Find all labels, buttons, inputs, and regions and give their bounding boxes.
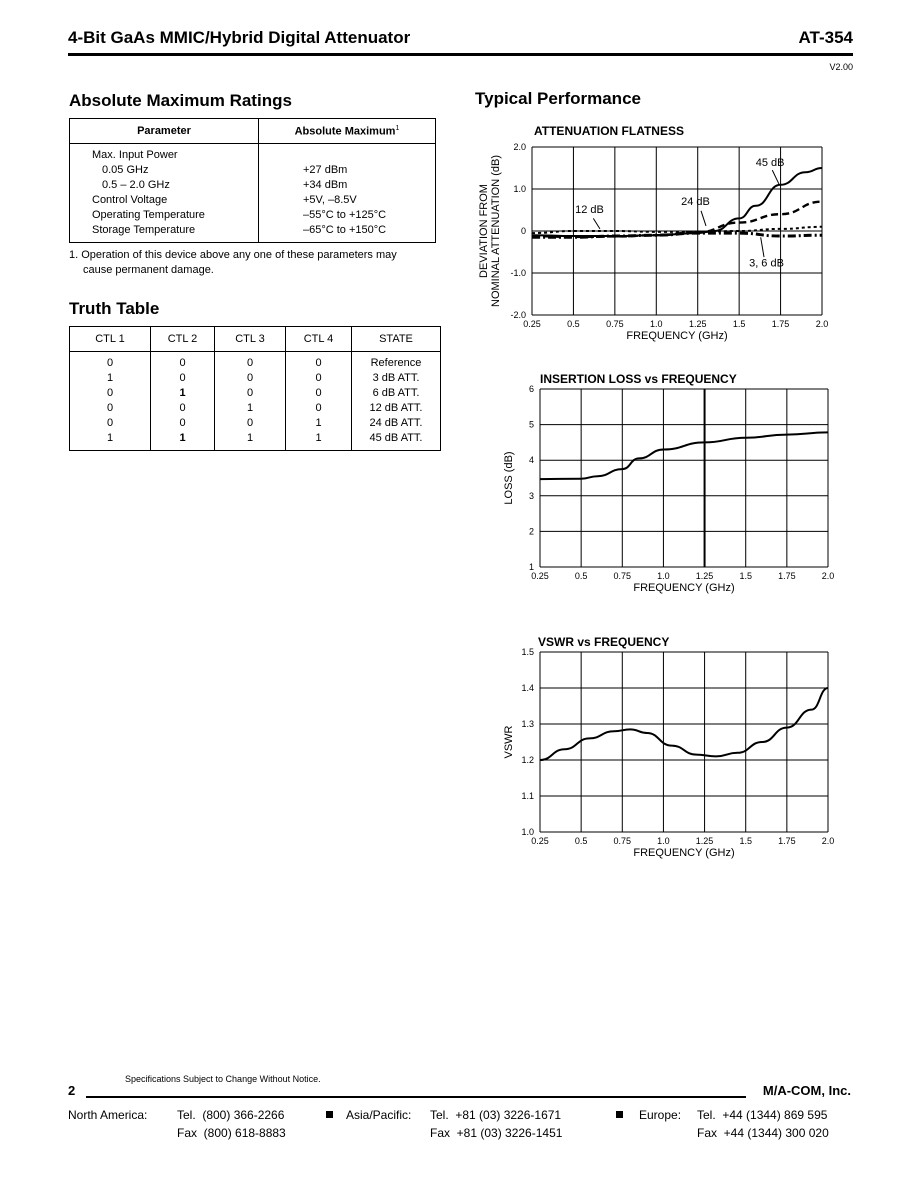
amr-value [303,148,435,163]
header-rule [68,53,853,56]
truth-col-state: STATE [352,327,441,352]
y-tick-label: -1.0 [510,268,526,278]
truth-cell: Reference [370,357,422,369]
y-axis-label: VSWR [503,725,515,759]
perf-heading: Typical Performance [475,89,641,108]
amr-value: +5V, –8.5V [303,194,357,206]
annotation-arrow [701,211,706,226]
truth-state-cell [352,352,441,451]
amr-param-cell [70,144,259,243]
chart-annotation: 45 dB [755,156,785,169]
truth-table [69,326,441,451]
truth-cell: 45 dB ATT. [369,432,423,444]
x-tick-label: 1.0 [657,836,670,846]
na-fax: Fax (800) 618-8883 [177,1126,286,1140]
y-tick-label: -2.0 [510,310,526,320]
x-tick-label: 0.75 [613,836,632,846]
truth-cell: 0 [106,357,114,369]
y-tick-label: 1.3 [521,719,534,729]
amr-footnote [69,248,397,278]
amr-table [69,118,436,243]
series-line [540,432,828,479]
amr-footnote-line: cause permanent damage. [83,264,214,276]
truth-ctl1-cell [70,352,151,451]
eu-fax: Fax +44 (1344) 300 020 [697,1126,829,1140]
y-tick-label: 3 [528,490,534,501]
version-label: V2.00 [829,62,853,72]
x-tick-label: 0.75 [606,319,624,329]
y-tick-label: 5 [528,419,534,430]
truth-cell: 0 [315,387,322,399]
x-tick-label: 0.25 [531,836,549,846]
truth-cell: 0 [179,357,186,369]
eu-label: Europe: [639,1108,682,1122]
x-tick-label: 1.0 [657,571,670,581]
ap-tel: Tel. +81 (03) 3226-1671 [430,1108,562,1122]
amr-value-cell [259,144,436,243]
ap-fax: Fax +81 (03) 3226-1451 [430,1126,563,1140]
amr-value: +34 dBm [303,179,348,191]
truth-cell: 3 dB ATT. [372,372,420,384]
annotation-arrow [761,237,764,257]
truth-cell: 0 [246,417,254,429]
na-tel: Tel. (800) 366-2266 [177,1108,285,1122]
truth-heading: Truth Table [69,299,160,318]
chart-attenuation-flatness [460,115,860,360]
x-axis-label: FREQUENCY (GHz) [626,330,728,342]
bullet-icon [616,1111,623,1118]
x-tick-label: 1.0 [650,319,663,329]
series-line [532,168,822,236]
truth-cell: 1 [106,372,114,384]
chart-title: VSWR vs FREQUENCY [538,635,670,649]
chart-vswr [460,628,860,868]
x-tick-label: 0.5 [574,836,588,846]
amr-col-param: Parameter [70,119,259,144]
y-tick-label: 2.0 [513,142,526,152]
amr-footnote-line: 1. Operation of this device above any one of these parameters may [69,249,397,261]
eu-contacts [697,1106,829,1142]
x-axis-label: FREQUENCY (GHz) [633,582,735,594]
bullet-icon [326,1111,333,1118]
x-tick-label: 1.25 [688,319,707,329]
y-axis-label: DEVIATION FROM [478,184,490,278]
ap-label: Asia/Pacific: [346,1108,412,1122]
truth-col-ctl2: CTL 2 [151,327,215,352]
na-label: North America: [68,1108,148,1122]
truth-cell: 24 dB ATT. [369,417,423,429]
truth-cell: 1 [315,417,322,429]
truth-cell: 1 [106,432,114,444]
amr-heading: Absolute Maximum Ratings [69,91,292,110]
x-tick-label: 0.25 [531,571,549,581]
truth-cell: 0 [246,372,254,384]
x-tick-label: 2.0 [821,836,835,846]
truth-cell: 0 [315,402,322,414]
truth-cell: 1 [315,432,322,444]
y-tick-label: 4 [528,455,534,466]
page-number: 2 [68,1083,76,1098]
truth-cell: 0 [315,372,322,384]
annotation-arrow [772,170,779,184]
y-tick-label: 1.5 [521,647,534,657]
truth-cell: 0 [106,387,114,399]
truth-cell: 6 dB ATT. [372,387,420,399]
amr-value: –55°C to +125°C [303,209,387,221]
truth-col-ctl4: CTL 4 [286,327,352,352]
x-tick-label: 1.5 [732,319,746,329]
y-tick-label: 1.0 [521,827,534,837]
x-tick-label: 1.75 [771,319,790,329]
x-tick-label: 0.5 [574,571,588,581]
part-number: AT-354 [798,28,853,47]
chart-annotation: 24 dB [681,195,710,208]
truth-ctl4-cell [286,352,352,451]
annotation-arrow [593,218,600,229]
series-line [532,227,822,233]
x-tick-label: 1.25 [695,836,714,846]
amr-value: +27 dBm [303,164,348,176]
chart-title: INSERTION LOSS vs FREQUENCY [540,372,737,386]
truth-ctl3-cell [215,352,286,451]
amr-param: 0.5 – 2.0 GHz [102,179,170,191]
na-contacts [177,1106,286,1142]
amr-param: Operating Temperature [92,209,205,221]
x-tick-label: 0.5 [567,319,580,329]
x-tick-label: 2.0 [821,571,835,581]
truth-ctl2-cell [151,352,215,451]
x-tick-label: 1.5 [739,836,752,846]
amr-param: Control Voltage [92,194,168,206]
truth-col-ctl1: CTL 1 [70,327,151,352]
amr-param: Storage Temperature [92,224,196,236]
y-tick-label: 0 [520,226,526,236]
y-tick-label: 1.2 [521,755,534,765]
ap-contacts [430,1106,562,1142]
x-tick-label: 1.25 [695,571,714,581]
page-title: 4-Bit GaAs MMIC/Hybrid Digital Attenuator [68,28,411,47]
truth-cell: 12 dB ATT. [369,402,423,414]
y-tick-label: 1.4 [521,683,534,693]
chart-annotation: 3, 6 dB [749,257,784,270]
chart-insertion-loss [460,365,860,605]
amr-param: 0.05 GHz [102,164,149,176]
company-name: M/A-COM, Inc. [762,1083,851,1098]
amr-param: Max. Input Power [92,149,178,161]
y-tick-label: 1 [528,562,534,572]
y-tick-label: 1.0 [513,184,526,194]
x-tick-label: 0.75 [613,571,632,581]
y-tick-label: 2 [528,526,534,537]
eu-tel: Tel. +44 (1344) 869 595 [697,1108,828,1122]
truth-cell: 1 [246,432,254,444]
truth-cell: 0 [179,417,186,429]
y-axis-label: NOMINAL ATTENUATION (dB) [490,155,502,307]
x-tick-label: 0.25 [523,319,541,329]
truth-cell: 0 [246,357,254,369]
truth-cell: 0 [106,417,114,429]
truth-cell: 0 [106,402,114,414]
x-axis-label: FREQUENCY (GHz) [633,847,735,859]
x-tick-label: 2.0 [815,319,829,329]
footer-notice: Specifications Subject to Change Without Notice. [125,1074,321,1084]
y-tick-label: 1.1 [521,791,534,801]
x-tick-label: 1.75 [778,571,796,581]
truth-cell: 0 [179,372,186,384]
truth-cell: 0 [179,402,186,414]
x-tick-label: 1.75 [778,836,796,846]
chart-title: ATTENUATION FLATNESS [534,124,684,138]
footer-rule [86,1096,746,1098]
y-axis-label: LOSS (dB) [503,451,515,505]
x-tick-label: 1.5 [739,571,752,581]
truth-cell: 1 [179,387,186,399]
truth-cell: 0 [246,387,254,399]
y-tick-label: 6 [528,384,534,394]
amr-value: –65°C to +150°C [303,224,387,236]
truth-cell: 1 [246,402,254,414]
truth-col-ctl3: CTL 3 [215,327,286,352]
amr-col-max: Absolute Maximum$^1$ [259,119,436,144]
truth-cell: 1 [179,432,186,444]
chart-annotation: 12 dB [575,203,604,216]
truth-cell: 0 [315,357,322,369]
